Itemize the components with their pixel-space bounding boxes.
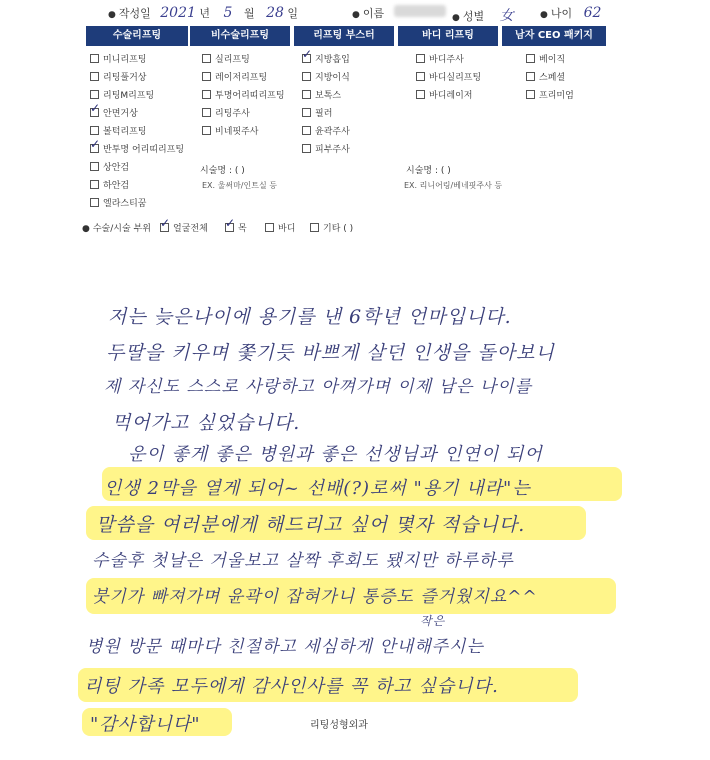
option-label: 레이저리프팅 [215,73,268,83]
option-clear-band-lifting [202,90,285,102]
gender-field [452,5,514,25]
option-label: 투명어리띠리프팅 [215,91,285,101]
checkbox [202,72,211,81]
option-label: 보톡스 [315,91,342,101]
option-label: 피부주사 [315,145,350,155]
option-label: 비네핏주사 [215,127,259,137]
option-label: 필러 [315,109,333,119]
letter-line: 붓기가 빠져가며 윤곽이 잡혀가니 통증도 즐거웠지요^^ [92,587,538,607]
checkbox [302,144,311,153]
checkbox [416,54,425,63]
letter-line: 먹어가고 싶었습니다. [112,412,301,434]
option-label: 바디레이저 [429,91,473,101]
option-label: 볼턱리프팅 [103,127,147,137]
checkbox [90,72,99,81]
checkbox-checked [90,108,99,117]
option-skin-injection [302,144,350,156]
tab-lifting-booster: 리프팅 부스터 [294,26,394,46]
option-special [526,72,565,84]
checkbox [202,126,211,135]
age-value: 62 [583,5,602,21]
tab-nonsurgical-lifting: 비수술리프팅 [190,26,290,46]
area-option-neck [225,223,247,235]
letter-line: 운이 좋게 좋은 병원과 좋은 선생님과 인연이 되어 [128,444,543,465]
option-liposuction [302,54,350,66]
month-unit: 월 [243,7,255,20]
day-unit: 일 [287,7,299,20]
checkbox [302,90,311,99]
bullet-icon: ● [108,10,116,20]
option-contour-injection [302,126,350,138]
letter-line: 리팅 가족 모두에게 감사인사를 꼭 하고 싶습니다. [84,676,499,697]
letter-line: 인생 2막을 열게 되어~ 선배(?)로써 "용기 내라"는 [104,478,531,499]
checkbox [302,108,311,117]
area-label-text: 수술/시술 부위 [92,224,151,234]
option-label: 엘라스티꿈 [103,199,147,209]
checkbox [310,223,319,232]
gender-value: 女 [499,8,514,24]
option-body-thread-lifting [416,72,481,84]
option-body-laser [416,90,472,102]
option-label: 지방이식 [315,73,350,83]
option-label: 기타 ( ) [323,224,354,234]
clinic-name: 리팅성형외과 [310,720,368,731]
name-label: 이름 [362,7,385,20]
area-label [82,223,151,235]
option-label: 프리미엄 [539,91,574,101]
option-mini-lifting [90,54,146,66]
tab-body-lifting: 바디 리프팅 [398,26,498,46]
checkbox [302,72,311,81]
letter-line: 두딸을 키우며 쫓기듯 바쁘게 살던 인생을 돌아보니 [106,342,555,364]
option-fat-graft [302,72,350,84]
option-laser-lifting [202,72,267,84]
tab-surgical-lifting: 수술리프팅 [86,26,188,46]
checkbox [526,54,535,63]
checkbox-checked [160,223,169,232]
option-label: 리팅M리프팅 [103,91,155,101]
option-label: 얼굴전체 [173,224,208,234]
option-label: 스페셜 [539,73,566,83]
option-full-lift [90,72,146,84]
option-benefit-injection [202,126,258,138]
letter-line: 말씀을 여러분에게 해드리고 싶어 몇자 적습니다. [96,514,526,536]
checkbox [90,180,99,189]
letter-line: 수술후 첫날은 거울보고 살짝 후회도 됐지만 하루하루 [92,551,514,571]
checkbox-checked [302,54,311,63]
checkbox [202,108,211,117]
option-premium [526,90,574,102]
option-label: 리팅주사 [215,109,250,119]
option-label: 안면거상 [103,109,138,119]
letter-line: "감사합니다" [90,714,201,735]
area-option-whole-face [160,223,208,235]
bullet-icon: ● [82,224,90,234]
option-label: 목 [238,224,247,234]
checkbox [90,198,99,207]
option-label: 윤곽주사 [315,127,350,137]
option-label: 지방흡입 [315,55,350,65]
option-body-injection [416,54,464,66]
option-basic [526,54,565,66]
year-unit: 년 [199,7,211,20]
option-filler [302,108,332,120]
option-label: 리팅풀거상 [103,73,147,83]
checkbox [526,72,535,81]
body-procedure-name-field: 시술명 : ( ) [406,166,451,176]
procedure-name-field: 시술명 : ( ) [200,166,245,176]
option-lifting-injection [202,108,250,120]
letter-line: 저는 늦은나이에 용기를 낸 6학년 언마입니다. [108,306,512,328]
checkbox [202,90,211,99]
option-label: 베이직 [539,55,566,65]
option-band-lifting [90,144,184,156]
gender-label: 성별 [462,10,485,23]
age-field [540,5,601,21]
redacted-name [394,5,446,17]
checkbox [265,223,274,232]
checkbox-checked [225,223,234,232]
checkbox [416,72,425,81]
option-face-lift [90,108,138,120]
procedure-example-note: EX. 울써마/인트실 등 [202,181,277,190]
bullet-icon: ● [452,13,460,23]
checkbox [202,54,211,63]
option-thread-lifting [202,54,250,66]
option-label: 바디 [278,224,296,234]
area-option-other [310,223,353,235]
day-value: 28 [266,5,284,21]
option-botox [302,90,341,102]
option-label: 미니리프팅 [103,55,147,65]
letter-line: 병원 방문 때마다 친절하고 세심하게 안내해주시는 [86,637,484,657]
option-label: 상안검 [103,163,130,173]
option-label: 하안검 [103,181,130,191]
option-elastic [90,198,146,210]
checkbox-checked [90,144,99,153]
tab-ceo-package: 남자 CEO 패키지 [502,26,606,46]
option-label: 바디주사 [429,55,464,65]
checkbox [526,90,535,99]
checkbox [302,126,311,135]
option-label: 실리프팅 [215,55,250,65]
option-label: 반투명 어리띠리프팅 [103,145,185,155]
area-option-body [265,223,295,235]
form-header [0,0,710,26]
checkbox [90,126,99,135]
body-procedure-example-note: EX. 리니어링/베네핏주사 등 [404,181,503,190]
name-field [352,5,446,21]
option-upper-eyelid [90,162,129,174]
option-label: 바디실리프팅 [429,73,482,83]
bullet-icon: ● [352,10,360,20]
date-label: 작성일 [118,7,151,20]
letter-line: 제 자신도 스스로 사랑하고 아껴가며 이제 남은 나이를 [104,377,533,397]
age-label: 나이 [550,7,573,20]
insertion-note: 작은 [420,614,446,628]
month-value: 5 [223,5,233,21]
checkbox [90,90,99,99]
checkbox [416,90,425,99]
option-lower-eyelid [90,180,129,192]
bullet-icon: ● [540,10,548,20]
year-value: 2021 [160,5,196,21]
checkbox [90,162,99,171]
date-field [108,5,298,21]
checkbox [90,54,99,63]
